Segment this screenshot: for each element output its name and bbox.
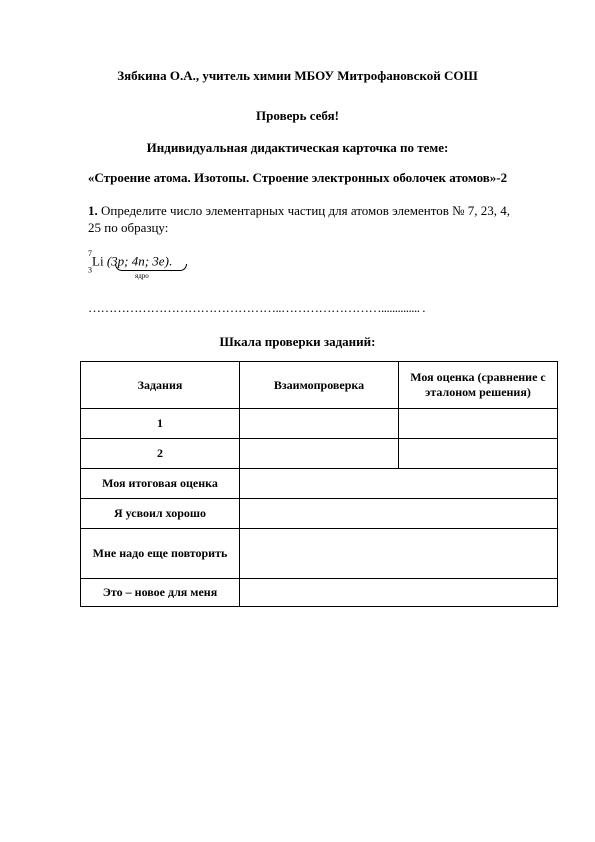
check-table xyxy=(80,361,558,607)
summary-value-cell[interactable] xyxy=(240,579,558,607)
my-grade-cell[interactable] xyxy=(399,439,558,469)
table-row xyxy=(81,499,558,529)
header-peer-check: Взаимопроверка xyxy=(240,362,399,409)
table-row xyxy=(81,529,558,579)
summary-label: Моя итоговая оценка xyxy=(81,469,240,499)
task-number: 2 xyxy=(81,439,240,469)
summary-value-cell[interactable] xyxy=(240,499,558,529)
charge-number: 3 xyxy=(88,265,92,275)
table-row xyxy=(81,409,558,439)
table-row xyxy=(81,439,558,469)
underbrace xyxy=(115,264,187,271)
check-heading: Проверь себя! xyxy=(256,108,339,123)
question-text: Определите число элементарных частиц для атомов элементов № 7, 23, 4, 25 по образцу: xyxy=(88,203,511,235)
task-number: 1 xyxy=(81,409,240,439)
underbrace-label: ядро xyxy=(135,272,149,280)
question-number: 1. xyxy=(88,203,98,218)
answer-line: ………………………………………..…………………….............. . xyxy=(88,300,425,315)
header-tasks: Задания xyxy=(81,362,240,409)
summary-label: Это – новое для меня xyxy=(81,579,240,607)
table-row xyxy=(81,579,558,607)
particles-text: (3p; 4n; 3e) xyxy=(106,253,169,269)
sample-formula: $^7$ $_3$Li (3p; 4n; 3e). ядро xyxy=(88,250,172,275)
question-1 xyxy=(88,202,518,236)
peer-check-cell[interactable] xyxy=(240,409,399,439)
summary-label: Мне надо еще повторить xyxy=(81,529,240,579)
scale-title: Шкала проверки заданий: xyxy=(219,334,376,349)
summary-value-cell[interactable] xyxy=(240,469,558,499)
mass-number: 7 xyxy=(88,249,92,258)
author-line: Зябкина О.А., учитель химии МБОУ Митрофановской СОШ xyxy=(117,68,478,83)
header-my-grade: Моя оценка (сравнение с эталоном решения) xyxy=(399,362,558,409)
table-header-row xyxy=(81,362,558,409)
element-symbol: Li xyxy=(92,253,104,269)
topic-title: «Строение атома. Изотопы. Строение электронных оболочек атомов»-2 xyxy=(87,170,508,185)
summary-value-cell[interactable] xyxy=(240,529,558,579)
peer-check-cell[interactable] xyxy=(240,439,399,469)
summary-label: Я усвоил хорошо xyxy=(81,499,240,529)
card-title: Индивидуальная дидактическая карточка по теме: xyxy=(146,140,449,155)
table-row xyxy=(81,469,558,499)
my-grade-cell[interactable] xyxy=(399,409,558,439)
